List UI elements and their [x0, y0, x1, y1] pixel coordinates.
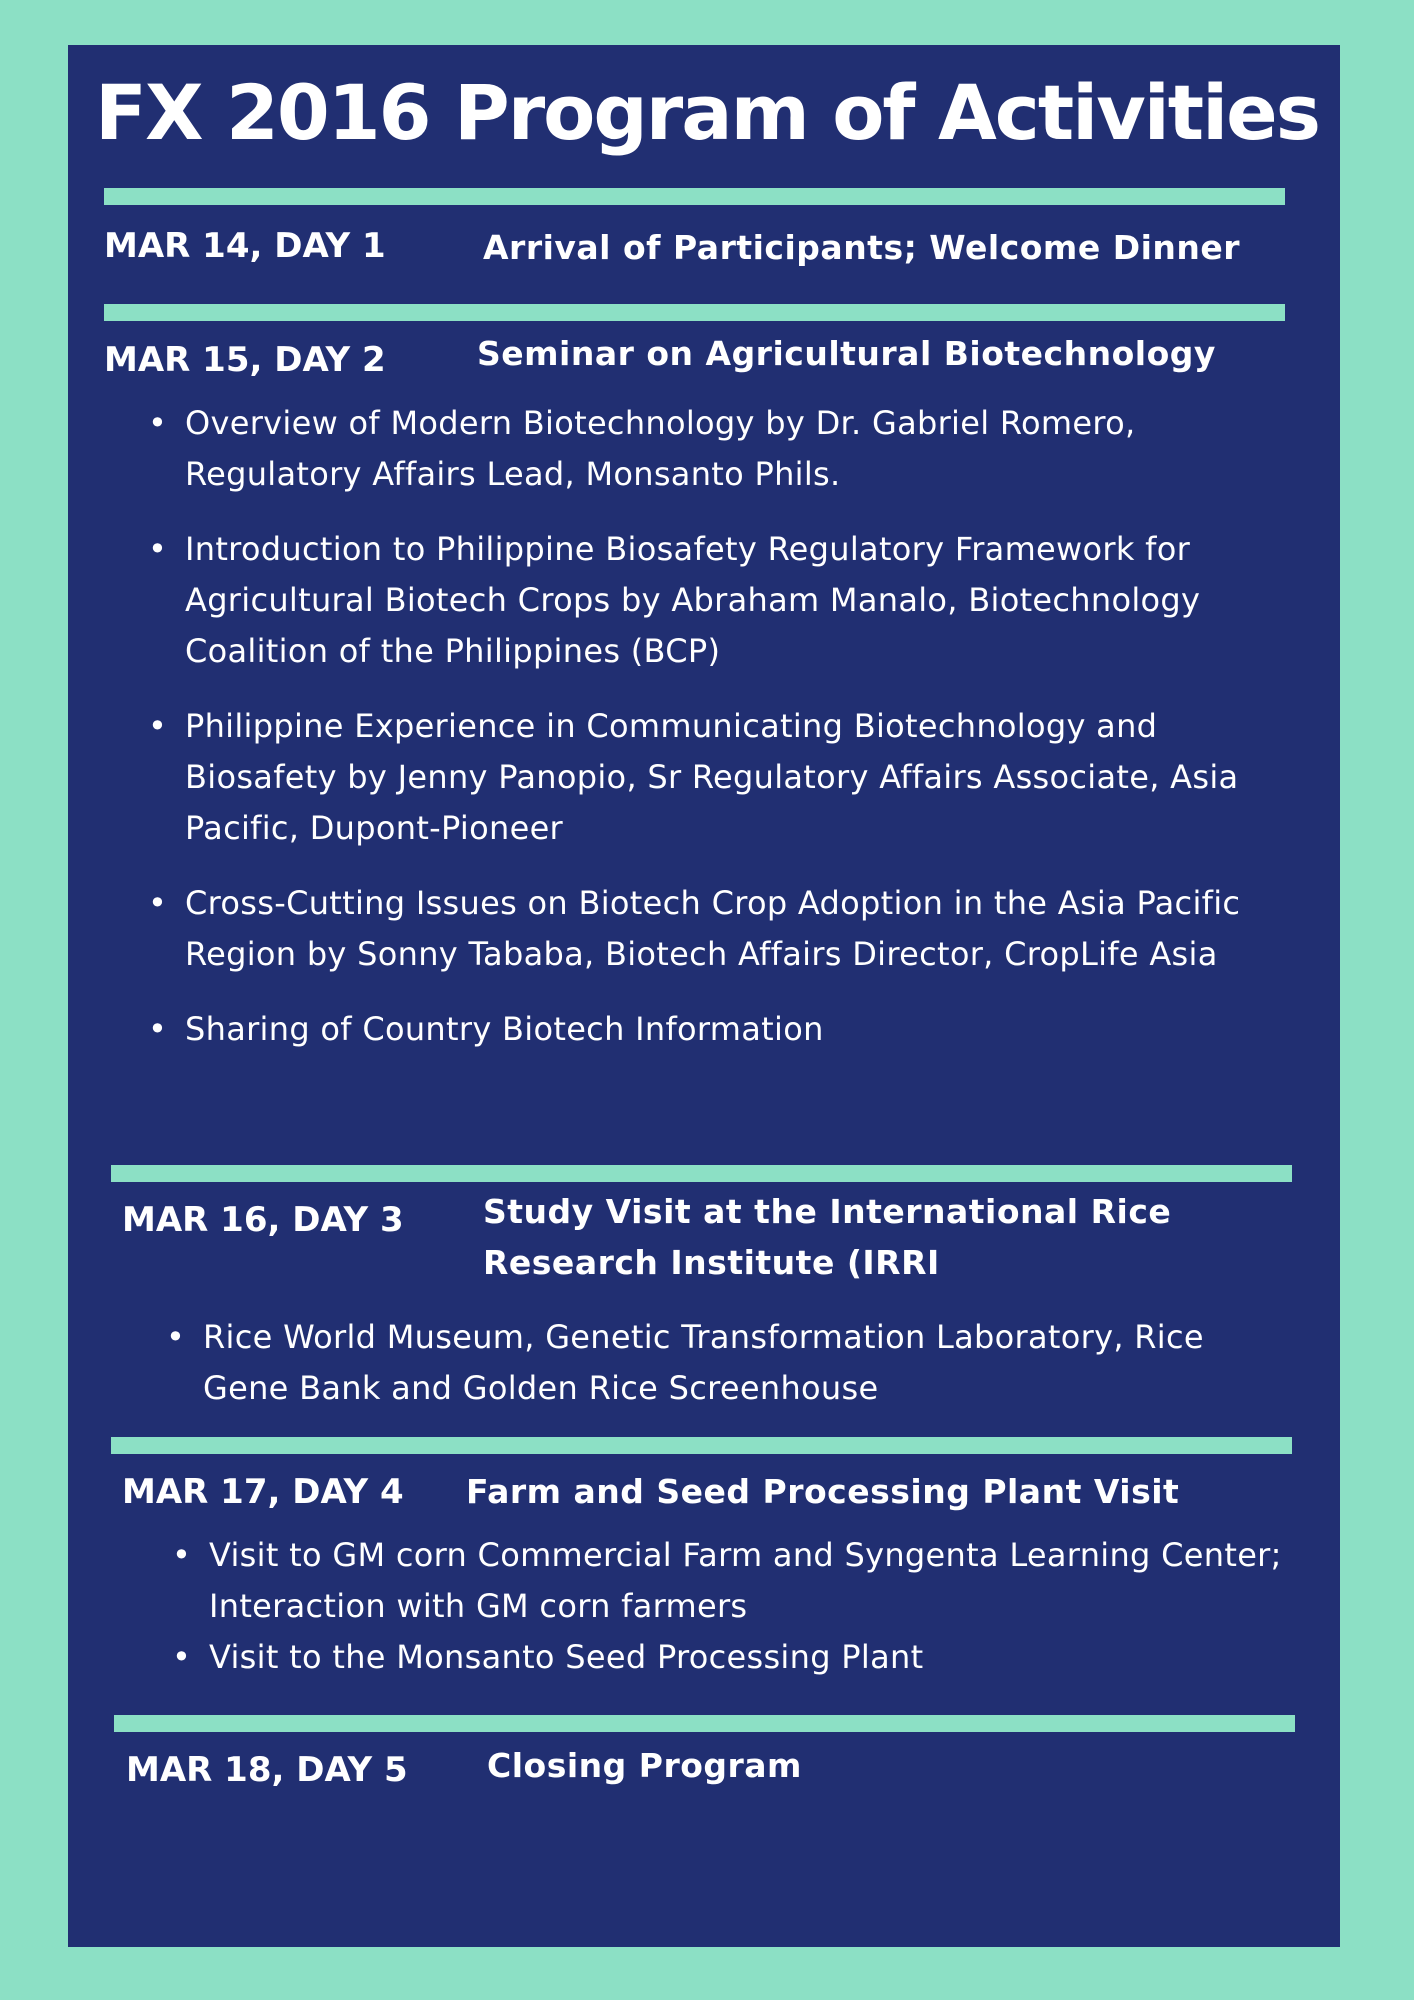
divider-rule	[104, 304, 1285, 321]
divider-rule	[114, 1715, 1295, 1732]
day-5-date: MAR 18, DAY 5	[126, 1750, 408, 1790]
list-item: • Cross-Cutting Issues on Biotech Crop Adoption in the Asia Pacific Region by Sonny Tababa, Biotech Affairs Director, CropLife Asia	[148, 878, 1268, 980]
page-title: FX 2016 Program of Activities	[95, 68, 1319, 157]
day-1-date: MAR 14, DAY 1	[104, 226, 386, 266]
day-4-item-list	[172, 1530, 1282, 1683]
day-4-heading: Farm and Seed Processing Plant Visit	[466, 1472, 1180, 1511]
day-3-item-list	[166, 1312, 1286, 1414]
list-item: • Introduction to Philippine Biosafety Regulatory Framework for Agricultural Biotech Crops by Abraham Manalo, Biotechnology Coalition of the Philippines (BCP)	[148, 524, 1268, 677]
day-3-heading: Study Visit at the International Rice Research Institute (IRRI	[483, 1192, 1172, 1282]
day-2-heading: Seminar on Agricultural Biotechnology	[477, 334, 1216, 373]
divider-rule	[111, 1437, 1292, 1454]
list-item: • Rice World Museum, Genetic Transformation Laboratory, Rice Gene Bank and Golden Rice Screenhouse	[166, 1312, 1286, 1414]
divider-rule	[104, 188, 1285, 205]
day-2-item-list	[148, 398, 1268, 1055]
list-item: • Philippine Experience in Communicating Biotechnology and Biosafety by Jenny Panopio, Sr Regulatory Affairs Associate, Asia Pacific, Dupont-Pioneer	[148, 701, 1268, 854]
list-item: • Overview of Modern Biotechnology by Dr. Gabriel Romero, Regulatory Affairs Lead, Monsanto Phils.	[148, 398, 1268, 500]
list-item: • Visit to the Monsanto Seed Processing Plant	[172, 1632, 1282, 1683]
day-5-heading: Closing Program	[487, 1746, 802, 1785]
list-item: • Sharing of Country Biotech Information	[148, 1004, 1268, 1055]
day-4-date: MAR 17, DAY 4	[122, 1472, 404, 1512]
divider-rule	[111, 1165, 1292, 1182]
day-3-date: MAR 16, DAY 3	[122, 1200, 404, 1240]
day-2-date: MAR 15, DAY 2	[104, 340, 386, 380]
list-item: • Visit to GM corn Commercial Farm and Syngenta Learning Center; Interaction with GM corn farmers	[172, 1530, 1282, 1632]
day-1-heading: Arrival of Participants; Welcome Dinner	[483, 228, 1241, 267]
